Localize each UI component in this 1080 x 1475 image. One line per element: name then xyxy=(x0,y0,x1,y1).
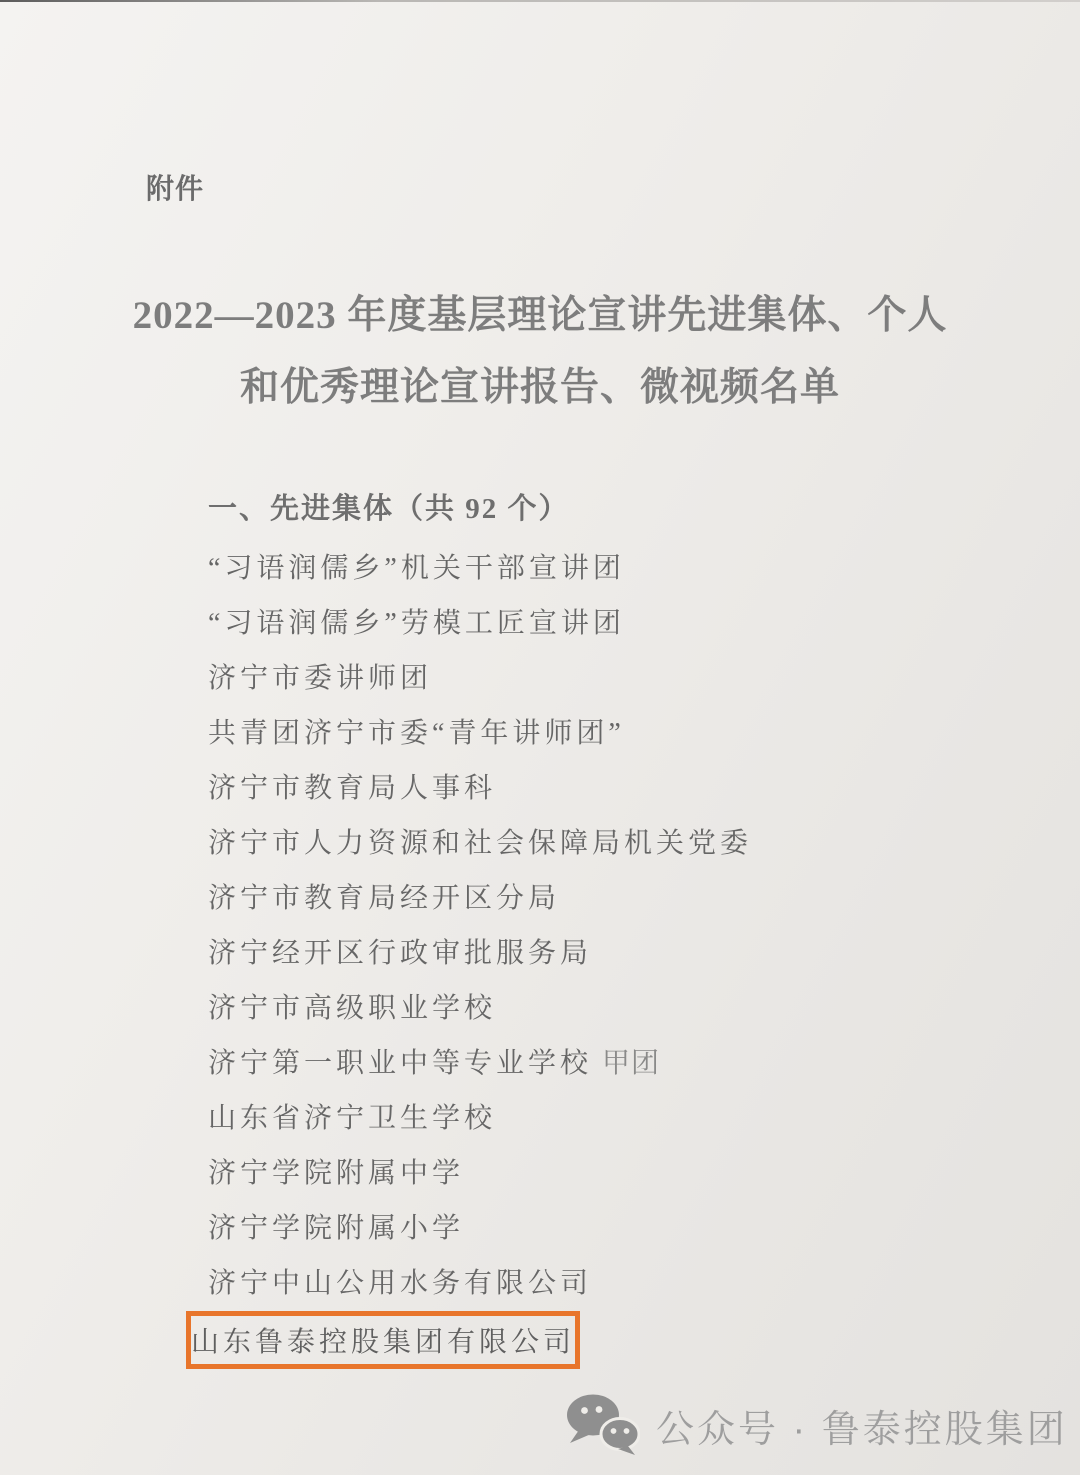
photo-top-edge xyxy=(0,0,1080,2)
highlight-box xyxy=(186,1311,580,1369)
organization-name: 济宁第一职业中等专业学校 xyxy=(208,1048,593,1079)
organization-name: 济宁经开区行政审批服务局 xyxy=(208,938,593,969)
organization-name: 共青团济宁市委“青年讲师团” xyxy=(208,718,625,749)
section-heading: 一、先进集体（共 92 个） xyxy=(208,493,570,525)
organization-name: 济宁市委讲师团 xyxy=(208,663,433,694)
organization-name: 济宁学院附属小学 xyxy=(208,1213,465,1244)
list-item xyxy=(208,871,762,926)
list-item xyxy=(208,596,762,651)
wechat-icon xyxy=(566,1394,640,1456)
list-item xyxy=(208,1146,762,1201)
attachment-label: 附件 xyxy=(146,174,205,205)
advanced-collectives-list xyxy=(208,541,762,1311)
list-item xyxy=(208,981,762,1036)
organization-name: 济宁市高级职业学校 xyxy=(208,993,497,1024)
organization-name: 山东省济宁卫生学校 xyxy=(208,1103,497,1134)
list-item xyxy=(208,761,762,816)
watermark-text: 公众号 · 鲁泰控股集团 xyxy=(656,1408,1068,1451)
organization-name: 济宁市教育局人事科 xyxy=(208,773,497,804)
list-item xyxy=(208,541,762,596)
list-item xyxy=(208,651,762,706)
list-item xyxy=(208,1256,762,1311)
title-line-1: 2022—2023 年度基层理论宣讲先进集体、个人 xyxy=(132,294,948,337)
organization-name: 济宁市人力资源和社会保障局机关党委 xyxy=(208,828,753,859)
organization-name: “习语润儒乡”机关干部宣讲团 xyxy=(208,553,625,584)
list-item xyxy=(208,1091,762,1146)
highlighted-organization-name: 山东鲁泰控股集团有限公司 xyxy=(191,1327,576,1358)
organization-name: “习语润儒乡”劳模工匠宣讲团 xyxy=(208,608,625,639)
title-line-2: 和优秀理论宣讲报告、微视频名单 xyxy=(239,366,840,409)
watermark xyxy=(566,1394,1068,1456)
list-item xyxy=(208,706,762,761)
organization-name: 济宁学院附属中学 xyxy=(208,1158,465,1189)
faint-overprint-text: 甲团 xyxy=(602,1048,661,1079)
list-item xyxy=(208,1201,762,1256)
document-title xyxy=(0,280,1080,424)
list-item xyxy=(208,816,762,871)
list-item xyxy=(208,1036,762,1091)
organization-name: 济宁市教育局经开区分局 xyxy=(208,883,561,914)
organization-name: 济宁中山公用水务有限公司 xyxy=(208,1268,593,1299)
list-item xyxy=(208,926,762,981)
